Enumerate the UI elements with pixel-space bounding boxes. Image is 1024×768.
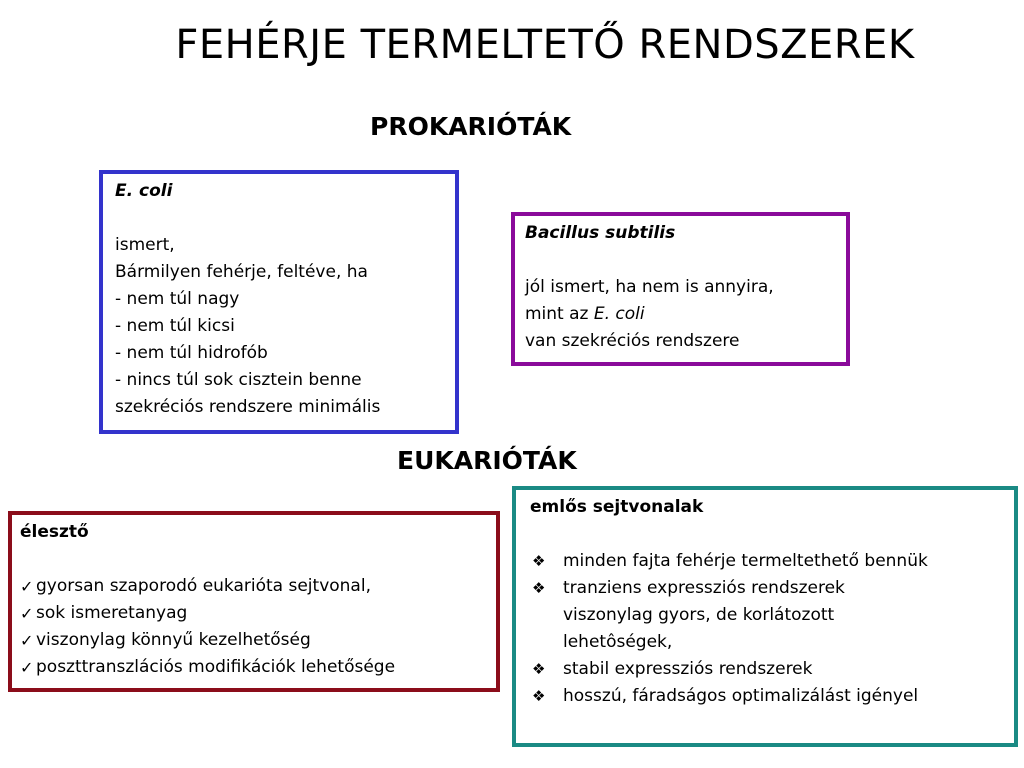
bacillus-line: van szekréciós rendszere (525, 331, 740, 351)
mammal-item (530, 548, 1004, 575)
yeast-item (20, 600, 486, 627)
yeast-item-text: sok ismeretanyag (36, 603, 188, 623)
yeast-item-text: viszonylag könnyű kezelhetőség (36, 630, 311, 650)
ecoli-line: Bármilyen fehérje, feltéve, ha (115, 262, 368, 282)
bacillus-line: jól ismert, ha nem is annyira, (525, 277, 774, 297)
mammal-item-text: minden fajta fehérje termeltethető bennük (563, 551, 928, 571)
bacillus-name: Bacillus subtilis (525, 223, 676, 243)
checkmark-icon: ✓ (20, 604, 34, 623)
bacillus-line-prefix: mint az (525, 304, 594, 324)
mammal-item (530, 683, 1004, 710)
eukaryotes-heading: EUKARIÓTÁK (397, 446, 577, 475)
mammal-name: emlős sejtvonalak (530, 497, 704, 517)
checkmark-icon: ✓ (20, 631, 34, 650)
diamond-bullet-icon: ❖ (532, 579, 546, 597)
mammal-item-text: hosszú, fáradságos optimalizálást igényel (563, 686, 919, 706)
ecoli-line: - nem túl hidrofób (115, 343, 268, 363)
mammal-list (530, 548, 1004, 710)
yeast-item (20, 573, 486, 600)
ecoli-line: - nem túl kicsi (115, 316, 235, 336)
prokaryotes-heading: PROKARIÓTÁK (370, 112, 572, 141)
bacillus-box (511, 212, 850, 366)
bacillus-line-italic: E. coli (593, 304, 645, 324)
diamond-bullet-icon: ❖ (532, 552, 546, 570)
mammal-item (530, 656, 1004, 683)
mammal-box (512, 486, 1018, 747)
bacillus-line-2 (525, 301, 836, 328)
yeast-item-text: gyorsan szaporodó eukarióta sejtvonal, (36, 576, 371, 596)
checkmark-icon: ✓ (20, 658, 34, 677)
yeast-item (20, 654, 486, 681)
ecoli-name: E. coli (115, 181, 173, 201)
diamond-bullet-icon: ❖ (532, 687, 546, 705)
yeast-item (20, 627, 486, 654)
mammal-item-text: tranziens expressziós rendszerek viszonylag gyors, de korlátozott lehetôségek, (563, 578, 845, 652)
ecoli-line: ismert, (115, 235, 175, 255)
mammal-item (530, 575, 1004, 656)
yeast-name: élesztő (20, 522, 89, 542)
yeast-box (8, 511, 500, 692)
checkmark-icon: ✓ (20, 577, 34, 596)
ecoli-line: - nincs túl sok cisztein benne (115, 370, 362, 390)
diamond-bullet-icon: ❖ (532, 660, 546, 678)
yeast-item-text: poszttranszlációs modifikációk lehetősége (36, 657, 396, 677)
ecoli-line: - nem túl nagy (115, 289, 240, 309)
slide-title: FEHÉRJE TERMELTETŐ RENDSZEREK (175, 22, 915, 68)
ecoli-line: szekréciós rendszere minimális (115, 397, 381, 417)
mammal-item-text: stabil expressziós rendszerek (563, 659, 813, 679)
ecoli-box (99, 170, 459, 434)
